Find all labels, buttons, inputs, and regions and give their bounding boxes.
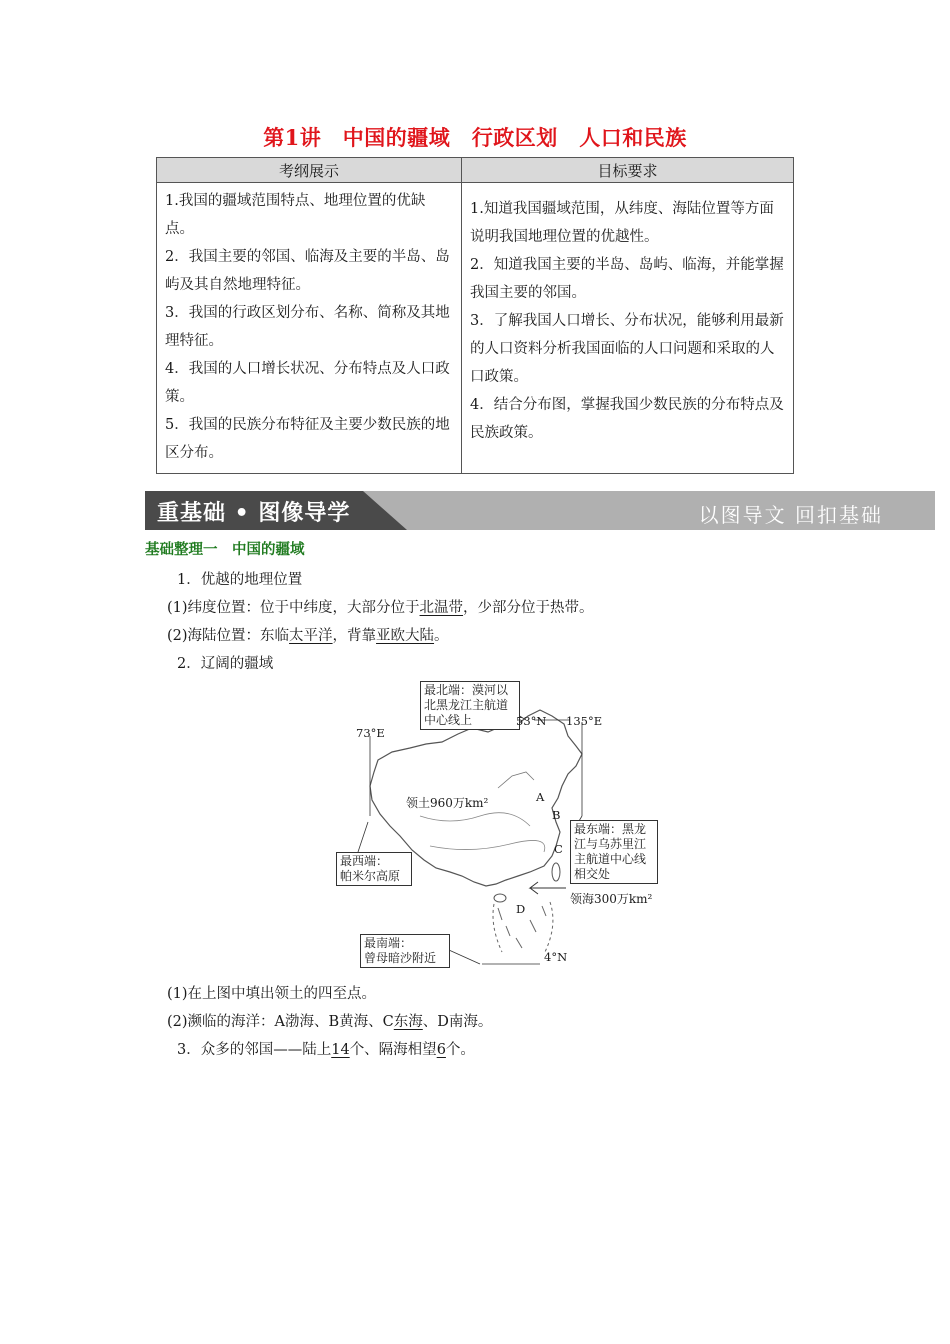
answer: 北温带 <box>419 600 464 616</box>
list-item: 5．我国的民族分布特征及主要少数民族的地区分布。 <box>165 417 450 461</box>
neighbors-line <box>177 1038 475 1059</box>
sea-area-label: 领海300万km² <box>570 892 653 906</box>
river-line <box>430 840 545 852</box>
text: 个。 <box>445 1042 475 1058</box>
border-line <box>498 772 534 788</box>
map-text: 最西端： <box>340 854 389 868</box>
latitude-line <box>167 596 594 617</box>
answer: 亚欧大陆 <box>376 628 435 644</box>
map-text: 主航道中心线 <box>574 852 647 866</box>
map-text: 最南端： <box>364 936 413 950</box>
item-heading: 1．优越的地理位置 <box>177 572 303 588</box>
text: 个、隔海相望 <box>349 1042 437 1058</box>
table-header: 目标要求 <box>462 158 794 183</box>
map-text: 曾母暗沙附近 <box>364 951 437 965</box>
sea-label-c: C <box>554 842 563 856</box>
map-text: 相交处 <box>574 867 611 881</box>
text: ，少部分位于热带。 <box>463 600 594 616</box>
text: (2)濒临的海洋：A渤海、B黄海、C <box>167 1014 394 1030</box>
answer: 太平洋 <box>289 628 333 644</box>
seas-line <box>167 1010 492 1031</box>
river-line <box>420 813 530 826</box>
west-extreme-box <box>336 852 412 886</box>
area-label: 领土960万km² <box>406 796 489 810</box>
north-extreme-box <box>420 681 520 730</box>
leader-line <box>358 822 368 852</box>
page-title: 第1讲 中国的疆域 行政区划 人口和民族 <box>263 125 687 150</box>
text: 3．众多的邻国——陆上 <box>177 1042 332 1058</box>
answer: 6 <box>436 1042 446 1058</box>
text: (2)海陆位置：东临 <box>167 628 290 644</box>
text: 、D南海。 <box>422 1014 493 1030</box>
map-text: 中心线上 <box>424 713 473 727</box>
answer: 东海 <box>393 1014 423 1030</box>
list-item: 1.知道我国疆域范围，从纬度、海陆位置等方面说明我国地理位置的优越性。 <box>470 201 774 245</box>
taiwan-island <box>552 863 560 881</box>
map-text: 最北端：漠河以 <box>424 683 509 697</box>
question-line: (1)在上图中填出领土的四至点。 <box>167 986 377 1002</box>
sea-land-line <box>167 624 449 645</box>
list-item: 1.我国的疆域范围特点、地理位置的优缺点。 <box>165 193 426 237</box>
territorial-sea-arrow <box>530 882 566 894</box>
list-item: 4．结合分布图，掌握我国少数民族的分布特点及民族政策。 <box>470 397 784 441</box>
outline-table <box>156 157 794 474</box>
sea-label-b: B <box>552 808 561 822</box>
china-territory-map <box>330 676 670 972</box>
banner-right-text: 以图导文 回扣基础 <box>698 503 883 527</box>
section-banner <box>145 491 935 530</box>
list-item: 2．我国主要的邻国、临海及主要的半岛、岛屿及其自然地理特征。 <box>165 249 450 293</box>
map-text: 帕米尔高原 <box>340 869 401 883</box>
outline-right-cell <box>462 183 794 474</box>
list-item: 4．我国的人口增长状况、分布特点及人口政策。 <box>165 361 450 405</box>
text: ，背靠 <box>332 628 377 644</box>
banner-left-text: 重基础 • 图像导学 <box>157 501 351 526</box>
lat-53-label: 53°N <box>516 714 547 728</box>
map-text: 北黑龙江主航道 <box>424 698 509 712</box>
list-item: 3．了解我国人口增长、分布状况，能够利用最新的人口资料分析我国面临的人口问题和采取的人口政策。 <box>470 313 784 385</box>
south-extreme-box <box>360 934 450 968</box>
lon-73-label: 73°E <box>356 726 385 740</box>
text: (1)纬度位置：位于中纬度，大部分位于 <box>167 600 420 616</box>
item-heading: 2．辽阔的疆域 <box>177 656 274 672</box>
sea-label-d: D <box>516 902 526 916</box>
lon-135-label: 135°E <box>566 714 603 728</box>
section-heading: 基础整理一 中国的疆域 <box>145 541 305 558</box>
map-text: 最东端：黑龙 <box>574 822 647 836</box>
sea-label-a: A <box>536 790 545 804</box>
hainan-island <box>494 894 506 902</box>
list-item: 3．我国的行政区划分布、名称、简称及其地理特征。 <box>165 305 450 349</box>
map-text: 江与乌苏里江 <box>574 837 647 851</box>
table-header: 考纲展示 <box>157 158 462 183</box>
east-extreme-box <box>570 820 658 884</box>
outline-left-cell <box>157 183 462 474</box>
list-item: 2．知道我国主要的半岛、岛屿、临海，并能掌握我国主要的邻国。 <box>470 257 784 301</box>
answer: 14 <box>331 1042 350 1058</box>
text: 。 <box>434 628 449 644</box>
lat-4-label: 4°N <box>544 950 568 964</box>
